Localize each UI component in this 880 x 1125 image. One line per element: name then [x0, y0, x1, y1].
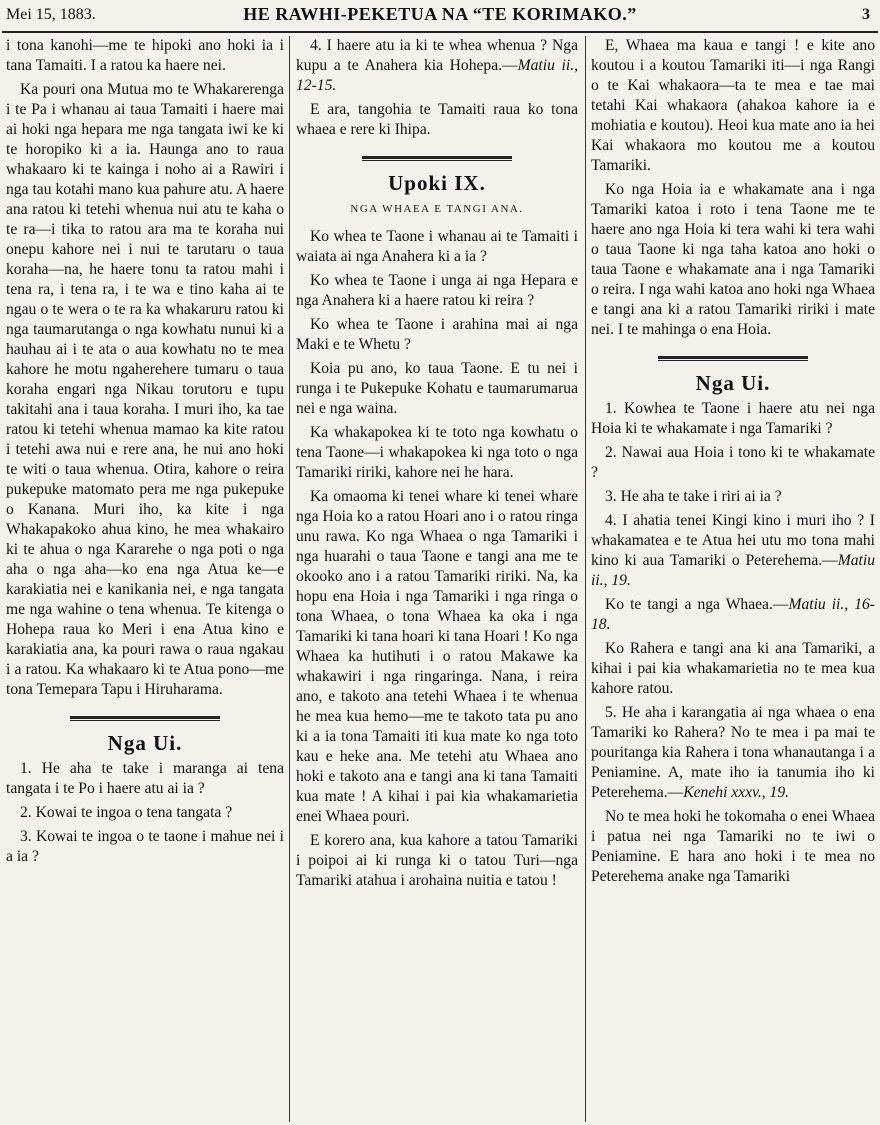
paragraph: Ko whea te Taone i arahina mai ai nga Maki e te Whetu ?: [296, 316, 578, 353]
question-text: 4. I ahatia tenei Kingi kino i muri iho ? I whakamatea e te Atua hei utu mo tona mahi kino ki aua Tamariki o Peterehema.—: [591, 512, 875, 569]
question: [296, 36, 578, 96]
scripture-reference: Matiu ii., 16-18.: [591, 596, 875, 633]
page-number: 3: [862, 6, 870, 23]
scripture-reference: Matiu ii., 12-15.: [296, 57, 578, 94]
column-1: [6, 36, 284, 1122]
paragraph: Ka omaoma ki tenei whare ki tenei whare nga Hoia ko a ratou Hoari ano i o ratou ringa unu rawa. Ko nga Whaea o nga Tamariki i nga huarahi o taua Taone e tangi ana me te okooko ano i a ratou Tamariki ririki. Na, ka hopu ena Hoia i nga Tamariki i nga ringa o tona Whaea, o tona Whaea ka oka i nga Tamariki ki tana hoari ki tana Hoari ! Ko nga Whaea ka hutihuti i o ratou Makawe ka whakawiri i nga ringaringa. Nana, i reira ano, e takoto ana tetehi Whaea i te whenua he mea kua hemo—me te takoto tata pu ano ki a ia tona Tamaiti iti kua mate ko nga toto kau e heke ana. Me tetehi atu Whaea ano hoki e takoto ana e tangi ana ki tana Tamaiti kua mate ! A kihai i pai kia whakamarietia enei Whaea pouri.: [296, 488, 578, 825]
header-rule: [2, 31, 878, 33]
paragraph: Ko whea te Taone i unga ai nga Hepara e nga Anahera ki a haere ratou ki reira ?: [296, 272, 578, 309]
paragraph: Ko whea te Taone i whanau ai te Tamaiti i waiata ai nga Anahera ki a ia ?: [296, 228, 578, 265]
paragraph: Ko nga Hoia ia e whakamate ana i nga Tamariki katoa i roto i tena Taone me te haere ano nga Hoia ki tera wahi ki tera wahi o taua Taone ki nga taha katoa ano hoki o taua Taone e whakamate ana i nga Tamariki o reira. I nga wahi katoa ano hoki nga Whaea e tangi ana ki a ratou Tamariki ririki i mate nei. I te mahinga o ena Hoia.: [591, 181, 875, 338]
paragraph-text: Ko te tangi a nga Whaea.—: [605, 596, 789, 613]
scripture-reference: Matiu ii., 19.: [591, 552, 875, 589]
chapter-subheading: NGA WHAEA E TANGI ANA.: [350, 203, 524, 215]
paragraph: Ko Rahera e tangi ana ki ana Tamariki, a kihai i pai kia whakamarietia no te mea kua kahore ratou.: [591, 640, 875, 697]
question: 1. He aha te take i maranga ai tena tangata i te Po i haere atu ai ia ?: [6, 760, 284, 797]
question: 1. Kowhea te Taone i haere atu nei nga Hoia ki te whakamate i nga Tamariki ?: [591, 400, 875, 437]
section-heading: Nga Ui.: [107, 731, 183, 755]
publication-title: HE RAWHI-PEKETUA NA “TE KORIMAKO.”: [243, 4, 637, 24]
section-separator: [70, 716, 220, 721]
question: [591, 703, 875, 803]
question: 3. He aha te take i riri ai ia ?: [605, 488, 782, 505]
question-text: 5. He aha i karangatia ai nga whaea o ena Tamariki ko Rahera? No te mea i pa mai te pouritanga kia Rahera i tona whanautanga i a Peniamine. A, mate iho ia tanumia iho ki Peterehema.—: [591, 704, 875, 801]
paragraph: [591, 595, 875, 635]
page-header: [0, 0, 880, 34]
section-heading: Nga Ui.: [695, 371, 771, 395]
paragraph: Ka whakapokea ki te toto nga kowhatu o tena Taone—i whakapokea ki nga toto o nga Tamariki ririki, kahore nei he hara.: [296, 424, 578, 481]
question: 2. Kowai te ingoa o tena tangata ?: [20, 804, 233, 821]
column-3: [591, 36, 875, 1122]
question: 2. Nawai aua Hoia i tono ki te whakamate ?: [591, 444, 875, 481]
issue-date: Mei 15, 1883.: [6, 6, 96, 23]
paragraph: Ka pouri ona Mutua mo te Whakarerenga i te Pa i whanau ai taua Tamaiti i haere mai ai hoki nga hepara me nga tangata iwi ke ki te horopiko ki a ia. Haunga ano to raua whakaaro ki te kainga i noho ai a Rawiri i nga tau kotahi mano kua pahure atu. A haere ana ratou ki tetehi whenua nui atu te kaha o te ra—i tika to ratou ara ma te koraha nui onepu kahore nei i nui te tarutaru o taua koraha—na, he haere tonu ta ratou mahi i tena ra, i tena ra, i te wa e tino kaha ai te ngau o te wera o te ra ka whakaruru ratou ki nga taumarutanga o nga kowhatu nunui ki a hauhau ai i te ata o aua kowhatu no te mea kahore he motu ngaherehere tumaru o taua koraha engari nga Nikau torutoru e tupu takitahi ana i taua koraha. I muri iho, ka tae ratou ki tetehi whenua mamao ka kite ratou i tetehi awa nui e rere ana, he nui ano hoki te witi o taua whenua. Otira, kahore o reira pukepuke matomato pera me nga pukepuke o Kanana. Muri iho, ka kite i nga Whakapakoko ahua kino, he mea whakairo ki te ahua o nga Kararehe o nga poti o nga aha o nga aha—ko ena nga Atua ke—e karakiatia nei e kanikania nei, e nga tangata me nga wahine o tena whenua. Te kitenga o Hohepa raua ko Meri i ena Atua kino e karakiatia ana, ka pouri rawa o raua ngakau i a ratou. Ka whakaaro ki te Atua pono—me tona Temepara Tapu i Hiruharama.: [6, 81, 284, 698]
column-divider: [289, 36, 290, 1122]
section-separator: [362, 156, 512, 161]
question: 3. Kowai te ingoa o te taone i mahue nei i a ia ?: [6, 828, 284, 865]
column-2: [296, 36, 578, 1122]
paragraph: E, Whaea ma kaua e tangi ! e kite ano koutou i a koutou Tamariki iti—i nga Rangi o te Kai whakaora—ta te mea e tae mai tetahi Kai whakaora (ahakoa kahore ia e mohiatia e koutou). Heoi kua mate ano ia hei Kai whakaora mo koutou me a koutou Tamariki.: [591, 37, 875, 174]
question-text: 4. I haere atu ia ki te whea whenua ? Nga kupu a te Anahera kia Hohepa.—: [296, 37, 578, 74]
chapter-heading: Upoki IX.: [388, 171, 486, 195]
paragraph: E ara, tangohia te Tamaiti raua ko tona whaea e rere ki Ihipa.: [296, 101, 578, 138]
paragraph: No te mea hoki he tokomaha o enei Whaea i patua nei nga Tamariki no te iwi o Peniamine. E hara ano hoki i te mea no Peterehema anake nga Tamariki: [591, 808, 875, 885]
scripture-reference: Kenehi xxxv., 19.: [683, 784, 790, 801]
question: [591, 511, 875, 591]
section-separator: [658, 356, 808, 361]
paragraph: i tona kanohi—me te hipoki ano hoki ia i tana Tamaiti. I a ratou ka haere nei.: [6, 37, 284, 74]
column-divider: [585, 36, 586, 1122]
paragraph: E korero ana, kua kahore a tatou Tamariki i poipoi ai ki runga ki o tatou Turi—nga Tamariki atahua i arohaina nuitia e tatou !: [296, 832, 578, 889]
paragraph: Koia pu ano, ko taua Taone. E tu nei i runga i te Pukepuke Kohatu e taumarumarua nei e nga waina.: [296, 360, 578, 417]
